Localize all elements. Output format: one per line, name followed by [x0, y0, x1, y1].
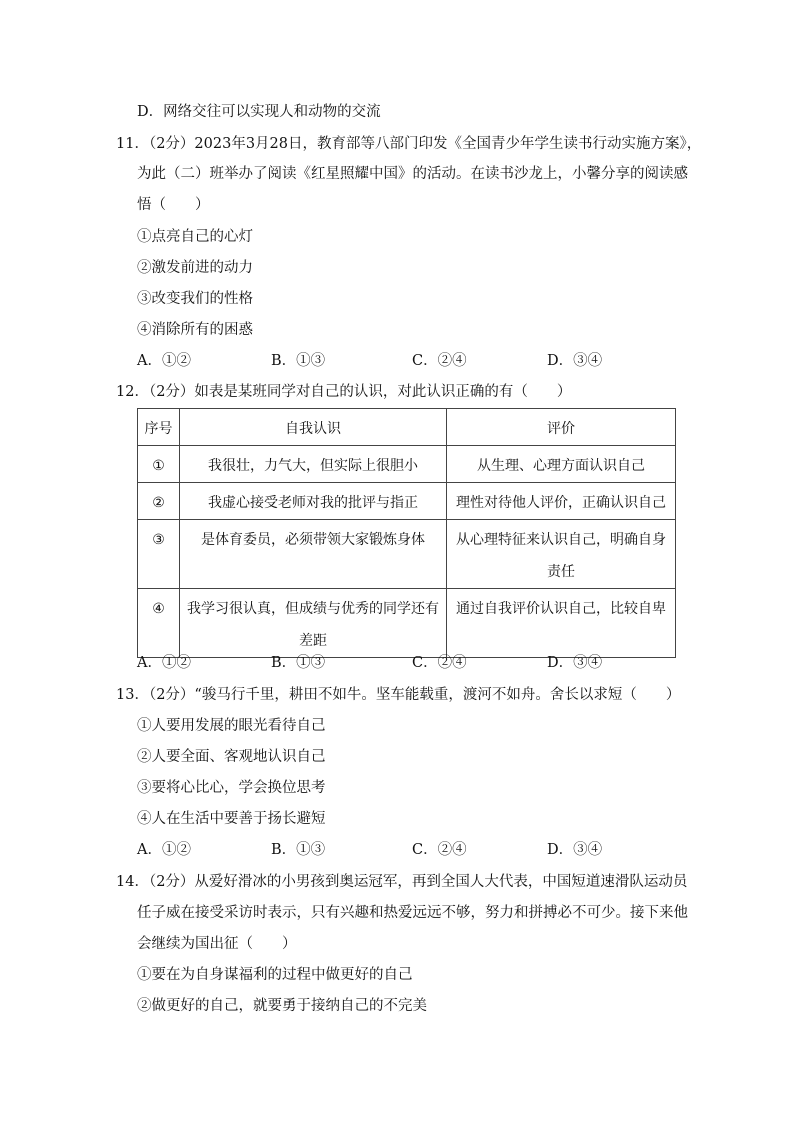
table-row — [138, 520, 676, 589]
table-row — [138, 483, 676, 520]
table-cell: ② — [138, 483, 180, 520]
q11-stem-line3: 悟（ ） — [137, 197, 210, 213]
q13-statement-3: ③要将心比心，学会换位思考 — [137, 780, 326, 796]
q14-stem-line2: 任子威在接受采访时表示，只有兴趣和热爱远远不够，努力和拼搏必不可少。接下来他 — [137, 905, 688, 921]
q11-stem-line2: 为此（二）班举办了阅读《红星照耀中国》的活动。在读书沙龙上，小馨分享的阅读感 — [137, 166, 688, 182]
q14-statement-2: ②做更好的自己，就要勇于接纳自己的不完美 — [137, 998, 427, 1014]
table-cell: ③ — [138, 520, 180, 589]
q11-answer-options — [137, 351, 657, 371]
q13-option-a[interactable]: A．①② — [137, 842, 191, 858]
q13-option-d[interactable]: D．③④ — [547, 842, 603, 858]
q13-option-b[interactable]: B．①③ — [271, 842, 326, 858]
q12-option-a[interactable]: A．①② — [137, 655, 191, 671]
q13-stem-line1: 13．（2分）“骏马行千里，耕田不如牛。坚车能载重，渡河不如舟。舍长以求短（ ） — [116, 687, 681, 703]
q11-option-d[interactable]: D．③④ — [547, 353, 603, 369]
table-cell: 我虚心接受老师对我的批评与指正 — [180, 483, 447, 520]
table-cell: 从心理特征来认识自己，明确自身责任 — [447, 520, 676, 589]
table-cell: 是体育委员，必须带领大家锻炼身体 — [180, 520, 447, 589]
q13-answer-options — [137, 840, 657, 860]
table-header-row — [138, 409, 676, 446]
q11-statement-3: ③改变我们的性格 — [137, 291, 253, 307]
q11-option-a[interactable]: A．①② — [137, 353, 191, 369]
q12-answer-options — [137, 653, 657, 673]
q12-stem-line1: 12．（2分）如表是某班同学对自己的认识，对此认识正确的有（ ） — [116, 384, 572, 400]
table-header-cell: 评价 — [447, 409, 676, 446]
table-cell: 通过自我评价认识自己，比较自卑 — [447, 589, 676, 658]
table-cell: ① — [138, 446, 180, 483]
q13-option-c[interactable]: C．②④ — [412, 842, 467, 858]
q12-option-b[interactable]: B．①③ — [271, 655, 326, 671]
q13-statement-4: ④人在生活中要善于扬长避短 — [137, 811, 326, 827]
q11-statement-2: ②激发前进的动力 — [137, 260, 253, 276]
q14-stem-line1: 14．（2分）从爱好滑冰的小男孩到奥运冠军，再到全国人大代表，中国短道速滑队运动员 — [116, 874, 688, 890]
table-cell: 理性对待他人评价，正确认识自己 — [447, 483, 676, 520]
table-cell: ④ — [138, 589, 180, 658]
q12-option-c[interactable]: C．②④ — [412, 655, 467, 671]
q12-option-d[interactable]: D．③④ — [547, 655, 603, 671]
table-cell: 我学习很认真，但成绩与优秀的同学还有差距 — [180, 589, 447, 658]
table-cell: 我很壮，力气大，但实际上很胆小 — [180, 446, 447, 483]
q11-option-c[interactable]: C．②④ — [412, 353, 467, 369]
q14-stem-line3: 会继续为国出征（ ） — [137, 936, 297, 952]
q10-option-d: D．网络交往可以实现人和动物的交流 — [137, 104, 381, 120]
q12-table — [137, 408, 676, 658]
table-row — [138, 589, 676, 658]
table-header-cell: 序号 — [138, 409, 180, 446]
table-row — [138, 446, 676, 483]
q11-stem-line1: 11．（2分）2023年3月28日，教育部等八部门印发《全国青少年学生读书行动实施方案》， — [116, 136, 702, 152]
table-cell: 从生理、心理方面认识自己 — [447, 446, 676, 483]
q13-statement-2: ②人要全面、客观地认识自己 — [137, 749, 326, 765]
q14-statement-1: ①要在为自身谋福利的过程中做更好的自己 — [137, 967, 413, 983]
q11-option-b[interactable]: B．①③ — [271, 353, 326, 369]
q11-statement-4: ④消除所有的困惑 — [137, 322, 253, 338]
q13-statement-1: ①人要用发展的眼光看待自己 — [137, 718, 326, 734]
q11-statement-1: ①点亮自己的心灯 — [137, 229, 253, 245]
table-header-cell: 自我认识 — [180, 409, 447, 446]
